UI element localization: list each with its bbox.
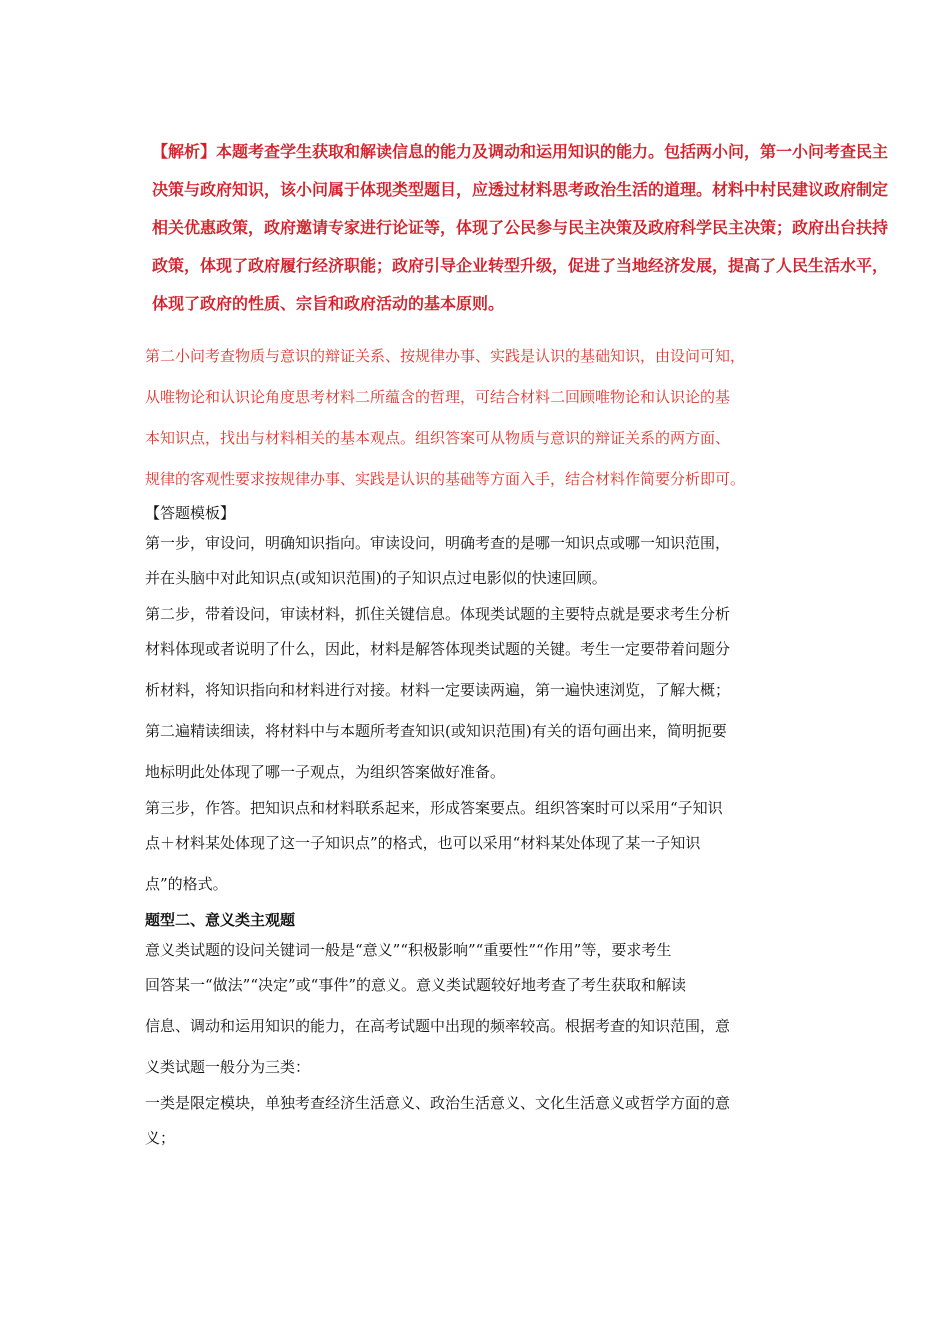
- second-question-line: 规律的客观性要求按规律办事、实践是认识的基础等方面入手，结合材料作简要分析即可。: [145, 470, 746, 488]
- step2-line: 第二步，带着设问，审读材料，抓住关键信息。体现类试题的主要特点就是要求考生分析: [145, 605, 731, 623]
- analysis-line: 体现了政府的性质、宗旨和政府活动的基本原则。: [152, 294, 505, 313]
- second-question-line: 第二小问考查物质与意识的辩证关系、按规律办事、实践是认识的基础知识，由设问可知，: [145, 347, 746, 365]
- step2-line: 第二遍精读细读，将材料中与本题所考查知识(或知识范围)有关的语句画出来，简明扼要: [145, 722, 727, 740]
- step3-line: 点＋材料某处体现了这一子知识点”的格式，也可以采用“材料某处体现了某一子知识: [145, 834, 701, 852]
- analysis-paragraph: [152, 133, 930, 323]
- analysis-line: 【解析】本题考查学生获取和解读信息的能力及调动和运用知识的能力。包括两小问，第一小问考查民主: [152, 142, 889, 161]
- second-question-line: 本知识点，找出与材料相关的基本观点。组织答案可从物质与意识的辩证关系的两方面、: [145, 429, 731, 447]
- second-question-paragraph: [145, 336, 835, 500]
- type2-intro-line: 信息、调动和运用知识的能力，在高考试题中出现的频率较高。根据考查的知识范围，意: [145, 1017, 731, 1035]
- step3-line: 点”的格式。: [145, 875, 228, 893]
- type2-intro-line: 意义类试题的设问关键词一般是“意义”“积极影响”“重要性”“作用”等，要求考生: [145, 941, 672, 959]
- category1-line: 一类是限定模块，单独考查经济生活意义、政治生活意义、文化生活意义或哲学方面的意: [145, 1094, 731, 1112]
- step2-line: 析材料，将知识指向和材料进行对接。材料一定要读两遍，第一遍快速浏览，了解大概；: [145, 681, 731, 699]
- type2-intro-line: 回答某一“做法”“决定”或“事件”的意义。意义类试题较好地考查了考生获取和解读: [145, 976, 687, 994]
- step1-line: 第一步，审设问，明确知识指向。审读设问，明确考查的是哪一知识点或哪一知识范围，: [145, 534, 731, 552]
- step1-line: 并在头脑中对此知识点(或知识范围)的子知识点过电影似的快速回顾。: [145, 569, 607, 587]
- analysis-line: 决策与政府知识，该小问属于体现类型题目，应透过材料思考政治生活的道理。材料中村民建议政府制定: [152, 180, 889, 199]
- analysis-line: 相关优惠政策，政府邀请专家进行论证等，体现了公民参与民主决策及政府科学民主决策；政府出台扶持: [152, 218, 889, 237]
- step2-line: 地标明此处体现了哪一子观点，为组织答案做好准备。: [145, 763, 506, 781]
- step3-line: 第三步，作答。把知识点和材料联系起来，形成答案要点。组织答案时可以采用“子知识: [145, 799, 723, 817]
- template-heading: 【答题模板】: [145, 504, 236, 522]
- type2-heading: 题型二、意义类主观题: [145, 911, 296, 929]
- analysis-line: 政策，体现了政府履行经济职能；政府引导企业转型升级，促进了当地经济发展，提高了人民生活水平，: [152, 256, 889, 275]
- type2-intro-line: 义类试题一般分为三类：: [145, 1058, 311, 1076]
- second-question-line: 从唯物论和认识论角度思考材料二所蕴含的哲理，可结合材料二回顾唯物论和认识论的基: [145, 388, 731, 406]
- answer-template-section: [145, 498, 835, 1159]
- category1-line: 义；: [145, 1129, 176, 1147]
- step2-line: 材料体现或者说明了什么，因此，材料是解答体现类试题的关键。考生一定要带着问题分: [145, 640, 731, 658]
